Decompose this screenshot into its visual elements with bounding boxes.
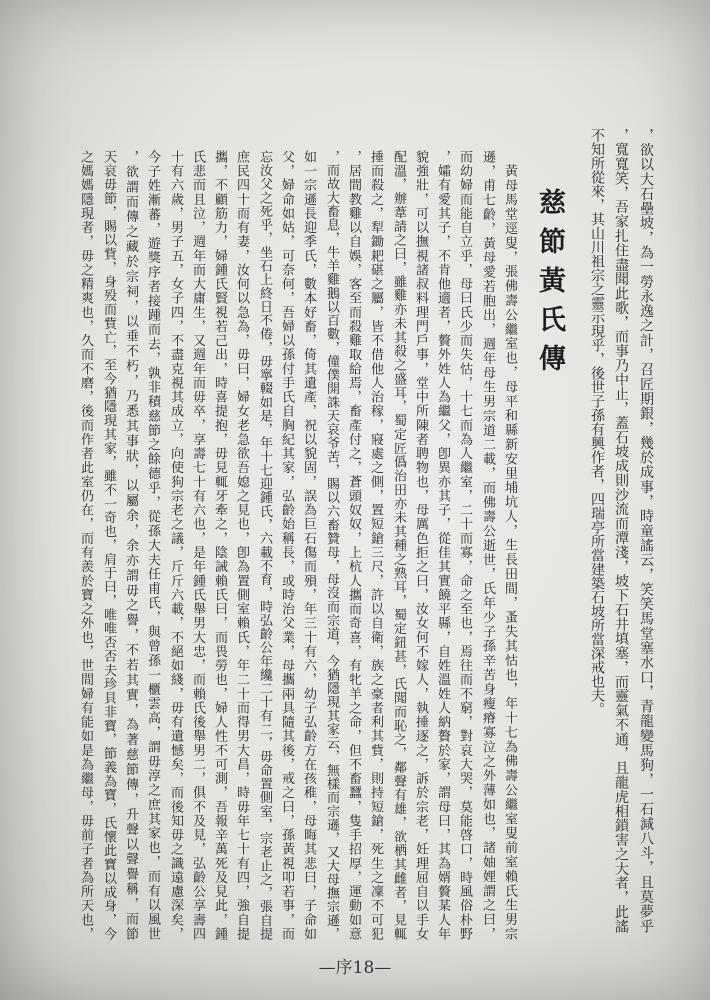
text-column: 今子姓漸蕃，遊獎序者接踵而去，孰非積慈節之餘德乎，從孫大夫任甫氏，與曾孫一櫃雲高，謂毋淳之庶其家也，而有以風世 (145, 150, 160, 940)
text-column: 配溫，辦葦請之曰，雖雞亦未其殺之盛耳，蜀定匠僞治田亦未其種之熟耳，蜀定鈕甚，氏聞而恥之，鄰聲有雄，欲栖其雌者，見輒 (391, 150, 406, 940)
text-column: 而幼婦而能自立乎，母曰氏少而失怙，十七而為人繼室，二十而寡，命之至也，焉往而不窮，對哀大哭，莫能啓口，時風俗朴野 (457, 150, 472, 940)
text-column: 遜，甫七齡，黃母愛若胞出，週年母生男宗道二載，而佛壽公逝世，氏年少子孫辛苦身瘦瘠寡泣之外薄如也，諸妯娌謂之曰， (480, 150, 495, 940)
text-column: 貌強壯，可以撫視諸叔料理門戶事，堂中所陳者聘物也，母厲色拒之曰，汝女何不嫁人，執捶逐之，訴於宗老，妊理屈自以手女 (413, 150, 428, 940)
text-column: ，而故大畜息，牛羊雞鵝以百數，僮僕開誅天哀爷苦，賜以六畜贊母，母沒而宗道，今猶隱現其家云，無樣而宗遜，又大母撫宗遜， (324, 150, 339, 940)
text-column: 捶而殺之，犁鋤耙碪之屬，皆不借他人治稼，寢處之側，置短鎗三尺，許以自衛，族之豪者利其貲，則持短鎗，死生之凜不可犯 (368, 150, 383, 940)
text-column: 如一宗遜長迎季氏，數本好畜，倚其遺產，祝以貌固，誤為巨石傷而殞，年三十有六，幼子弘齡方在孩稚，母晦其悲曰，子命如 (301, 150, 316, 940)
text-column: 十有六歲，男子五，女子四，不盡克視其成立，向使狗宗老之議，斤斤六載，不絕如綫，毋有遺憾矣，而後知毋之識遠慮深矣， (168, 150, 183, 940)
text-column: 天哀毋節，賜以貲，身殁而貲亡，至今猶隱現其家，雖不一奇也，肩于曰，唯唯否否夫珍貝非寶，節義為寶，氏懷此寶以成身，今 (101, 150, 116, 940)
text-column: 之媽媽隱現者，毋之精爽也，久而不磨，後而作者此室仍在，而有羨於寶之外也，世間婦有能如是為繼母，毋前子者為所天也， (78, 150, 93, 940)
article-title: 慈節黃氏傳 (534, 188, 565, 383)
text-column: 父，婦命如姑，可奈何，吾婦以孫付手氏自胸紀其家，弘齡始稱長，或時治父業，母攜兩具隨其後，戒之曰，孫黃視叩若事，而 (279, 150, 294, 940)
text-column: 氏悲而且泣，週年而大庸生，又週年而毋卒，享壽七十有六也，是年鍾氏舉男大忠，而賴氏後舉男二，俱不及見，弘齡公享壽四 (190, 150, 205, 940)
text-column: 庶民四十而有妻，汝何以急為，毋曰，婦女老急欲吾媳之見也，卽為置側室賴氏，年二十而得男大昌，時毋年七十有四，強自提 (234, 150, 249, 940)
text-column: 忘汝父之死乎，坐石上終日不倦，毋寧輟如是，年十七迎鍾氏，六載不育，時弘齡公年纔二十有二，毋命置側室，宗老止之，張自提 (257, 150, 272, 940)
text-column: ，欲以大石壘坡，為一勞永逸之計，召匠期銀，幾於成事，時童謠云，笑笑馬堂塞水口，青龍變馬狗，一石減八斗，且莫夢乎 (638, 128, 654, 933)
text-column: ，居間教雞以自娛，客至而殺雞取給焉，畜產付之，蒼頭奴奴，上杭人攜而奇喜，有牝羊之命，但不畜蠶，隻手招厚，運動如意 (346, 150, 361, 940)
text-column: ，孀有愛其子，不肯他適者，贅外姓人為繼父，卽異亦其子，從佳其實饒平縣，自姓溫姓人納贅於家，謂母曰，其為婿贅某人年 (435, 150, 450, 940)
page-number: —序18— (318, 958, 392, 978)
text-column: 黃母馬堂逕叟，張佛壽公繼室也，母平和縣新安里埔坑人，生長田間，蚤失其怙也，年十七為佛壽公繼室叟前室賴氏生男宗 (502, 164, 517, 940)
text-column: ，欲謂而傳之藏於宗祠，以垂不朽，乃悉其事狀，以屬余，余亦謂毋之譽，不若其實，為著慈節傳，升聲以聲譽稱，而節 (123, 150, 138, 940)
text-column: 不知所從來，其山川祖宗之靈示現乎，後世子孫有興作者，四瑞亭所當建築石坡所當深戒也夫。 (589, 128, 605, 716)
text-column: ，寬寬笑，吾家扎住盡聞此歌，而事乃中止，蓋石坡成則沙流而潭淺，坡下石井填塞，而靈氣不通，且龍虎相鎖害之大者，此謠 (613, 128, 629, 933)
text-column: 攜，不顧筋力，婦鍾氏賢視若己出，時喜提抱，毋見輒牙牽之，陰誡賴氏曰，而畏勞也，婦人性不可測，吾報辛萬死及見此，鍾 (212, 150, 227, 940)
